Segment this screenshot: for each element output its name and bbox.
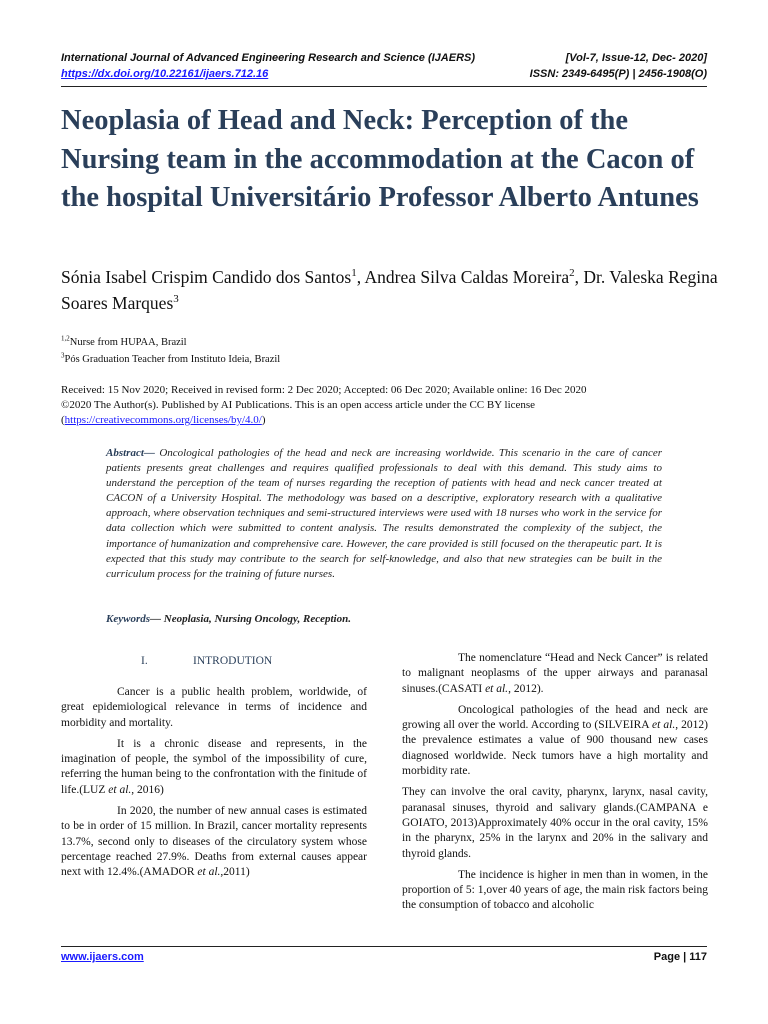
license-link[interactable]: https://creativecommons.org/licenses/by/4.0/ [64, 414, 262, 426]
author-affiliation-mark: 2 [569, 267, 575, 280]
citation-etal: et al. [197, 866, 221, 879]
paragraph-text: The nomenclature “Head and Neck Cancer” is related to malignant neoplasms of the upper airways and paranasal sinuses.(CASATI [402, 652, 708, 695]
citation-etal: et al. [652, 719, 676, 732]
received-dates: Received: 15 Nov 2020; Received in revised form: 2 Dec 2020; Accepted: 06 Dec 2020; Available online: 16 Dec 2020 [61, 384, 587, 396]
publication-info [61, 383, 681, 428]
paragraph [61, 685, 367, 731]
citation-etal: et al. [485, 682, 509, 695]
abstract-text: Oncological pathologies of the head and neck are increasing worldwide. This scenario in the care of cancer patients presents great challenges and requires qualified professionals to deal with this demand. This study aims to understand the perception of the team of nurses regarding the reception of patients with head and neck cancer treated at CACON of a University Hospital. The methodology was based on a descriptive, exploratory research with a qualitative approach, where observation techniques and semi-structured interviews were used with 18 nurses who work in the service for data collection which were submitted to content analysis. The results demonstrated the complexity of the subject, the importance of humanization and comprehensive care. However, the care provided is still focused on the therapeutic part. It is expected that this study may contribute to the search for self-knowledge, and also that new strategies can be built in the curriculum process for the training of future nurses. [106, 447, 662, 580]
doi-link[interactable]: https://dx.doi.org/10.22161/ijaers.712.16 [61, 68, 269, 80]
issn: ISSN: 2349-6495(P) | 2456-1908(O) [529, 68, 707, 80]
journal-issue: [Vol-7, Issue-12, Dec- 2020] [565, 52, 707, 64]
paragraph [402, 703, 708, 779]
paragraph-text: , 2012). [508, 682, 544, 695]
footer-divider [61, 946, 707, 947]
paragraph [402, 785, 708, 861]
keywords-label: Keywords [106, 613, 150, 625]
affiliation-mark: 1,2 [61, 334, 70, 343]
affiliation [61, 351, 281, 365]
left-column [61, 651, 367, 887]
paper-title: Neoplasia of Head and Neck: Perception of the Nursing team in the accommodation at the Cacon of the hospital Universitário Professor Alberto Antunes [61, 105, 699, 213]
affiliation-text: Pós Graduation Teacher from Instituto Ideia, Brazil [64, 354, 281, 365]
paragraph [61, 804, 367, 880]
author-list: Sónia Isabel Crispim Candido dos Santos$^1$, Andrea Silva Caldas Moreira$^2$, Dr. Valeska Regina Soares Marques$^3$ [61, 267, 718, 313]
paragraph-text: , 2016) [131, 783, 164, 796]
paragraph-text: The incidence is higher in men than in women, in the proportion of 5: 1,over 40 years of age, the main risk factors being the consumption of tobacco and alcoholic [402, 868, 708, 912]
section-number: I. [141, 655, 148, 667]
copyright-line: ©2020 The Author(s). Published by AI Publications. This is an open access article under the CC BY license [61, 399, 536, 411]
paragraph-text: ,2011) [220, 866, 250, 879]
paragraph [402, 651, 708, 697]
license-line [61, 413, 681, 428]
author-name: Dr. Valeska Regina Soares Marques [61, 267, 718, 313]
section-heading [61, 651, 367, 671]
paragraph-text: Oncological pathologies of the head and neck are growing all over the world. According to (SILVEIRA [402, 703, 708, 732]
paragraph-text: , 2012) the prevalence estimates a value of 900 thousand new cases diagnosed worldwide. Neck tumors have a high mortality and morbidity rate. [402, 719, 708, 778]
right-column [402, 651, 708, 920]
abstract [106, 446, 662, 582]
affiliation-mark: 3 [61, 351, 65, 360]
journal-website-link[interactable]: www.ijaers.com [61, 951, 144, 963]
license-close-paren: ) [261, 414, 266, 426]
paragraph [61, 737, 367, 798]
paragraph [402, 868, 708, 914]
abstract-label: Abstract [106, 447, 144, 459]
paragraph-text: It is a chronic disease and represents, in the imagination of people, the symbol of the impossibility of cure, referring the human being to the confrontation with the finitude of life.(LUZ [61, 737, 367, 796]
header-divider [61, 86, 707, 87]
page-number: Page | 117 [653, 951, 707, 963]
author-name: Sónia Isabel Crispim Candido dos Santos [61, 267, 352, 287]
citation-etal: et al. [108, 783, 132, 796]
keywords-text: — Neoplasia, Nursing Oncology, Reception. [150, 613, 351, 625]
license-open-paren: ( [61, 414, 65, 426]
affiliation-text: Nurse from HUPAA, Brazil [69, 337, 187, 348]
affiliation [61, 334, 187, 348]
author-affiliation-mark: 3 [173, 293, 179, 306]
author-name: Andrea Silva Caldas Moreira [364, 267, 570, 287]
keywords [106, 613, 351, 625]
paragraph-text: In 2020, the number of new annual cases is estimated to be in order of 15 million. In Brazil, cancer mortality represents 13.7%, second only to diseases of the circulatory system whose percentage reached 27.9%. Deaths from external causes appear next with 12.4%.(AMADOR [61, 805, 367, 879]
paragraph-text: They can involve the oral cavity, pharynx, larynx, nasal cavity, paranasal sinuses, thyroid and salivary glands.(CAMPANA e GOIATO, 2013)Approximately 40% occur in the oral cavity, 15% in the pharynx, 25% in the larynx and 20% in the salivary and thyroid glands. [402, 786, 708, 860]
author-affiliation-mark: 1 [351, 267, 357, 280]
abstract-dash: — [143, 447, 160, 459]
journal-name: International Journal of Advanced Engineering Research and Science (IJAERS) [61, 52, 476, 64]
section-title: INTRODUTION [193, 655, 273, 667]
paragraph-text: Cancer is a public health problem, worldwide, of great epidemiological relevance in terms of incidence and morbidity and mortality. [61, 686, 367, 729]
